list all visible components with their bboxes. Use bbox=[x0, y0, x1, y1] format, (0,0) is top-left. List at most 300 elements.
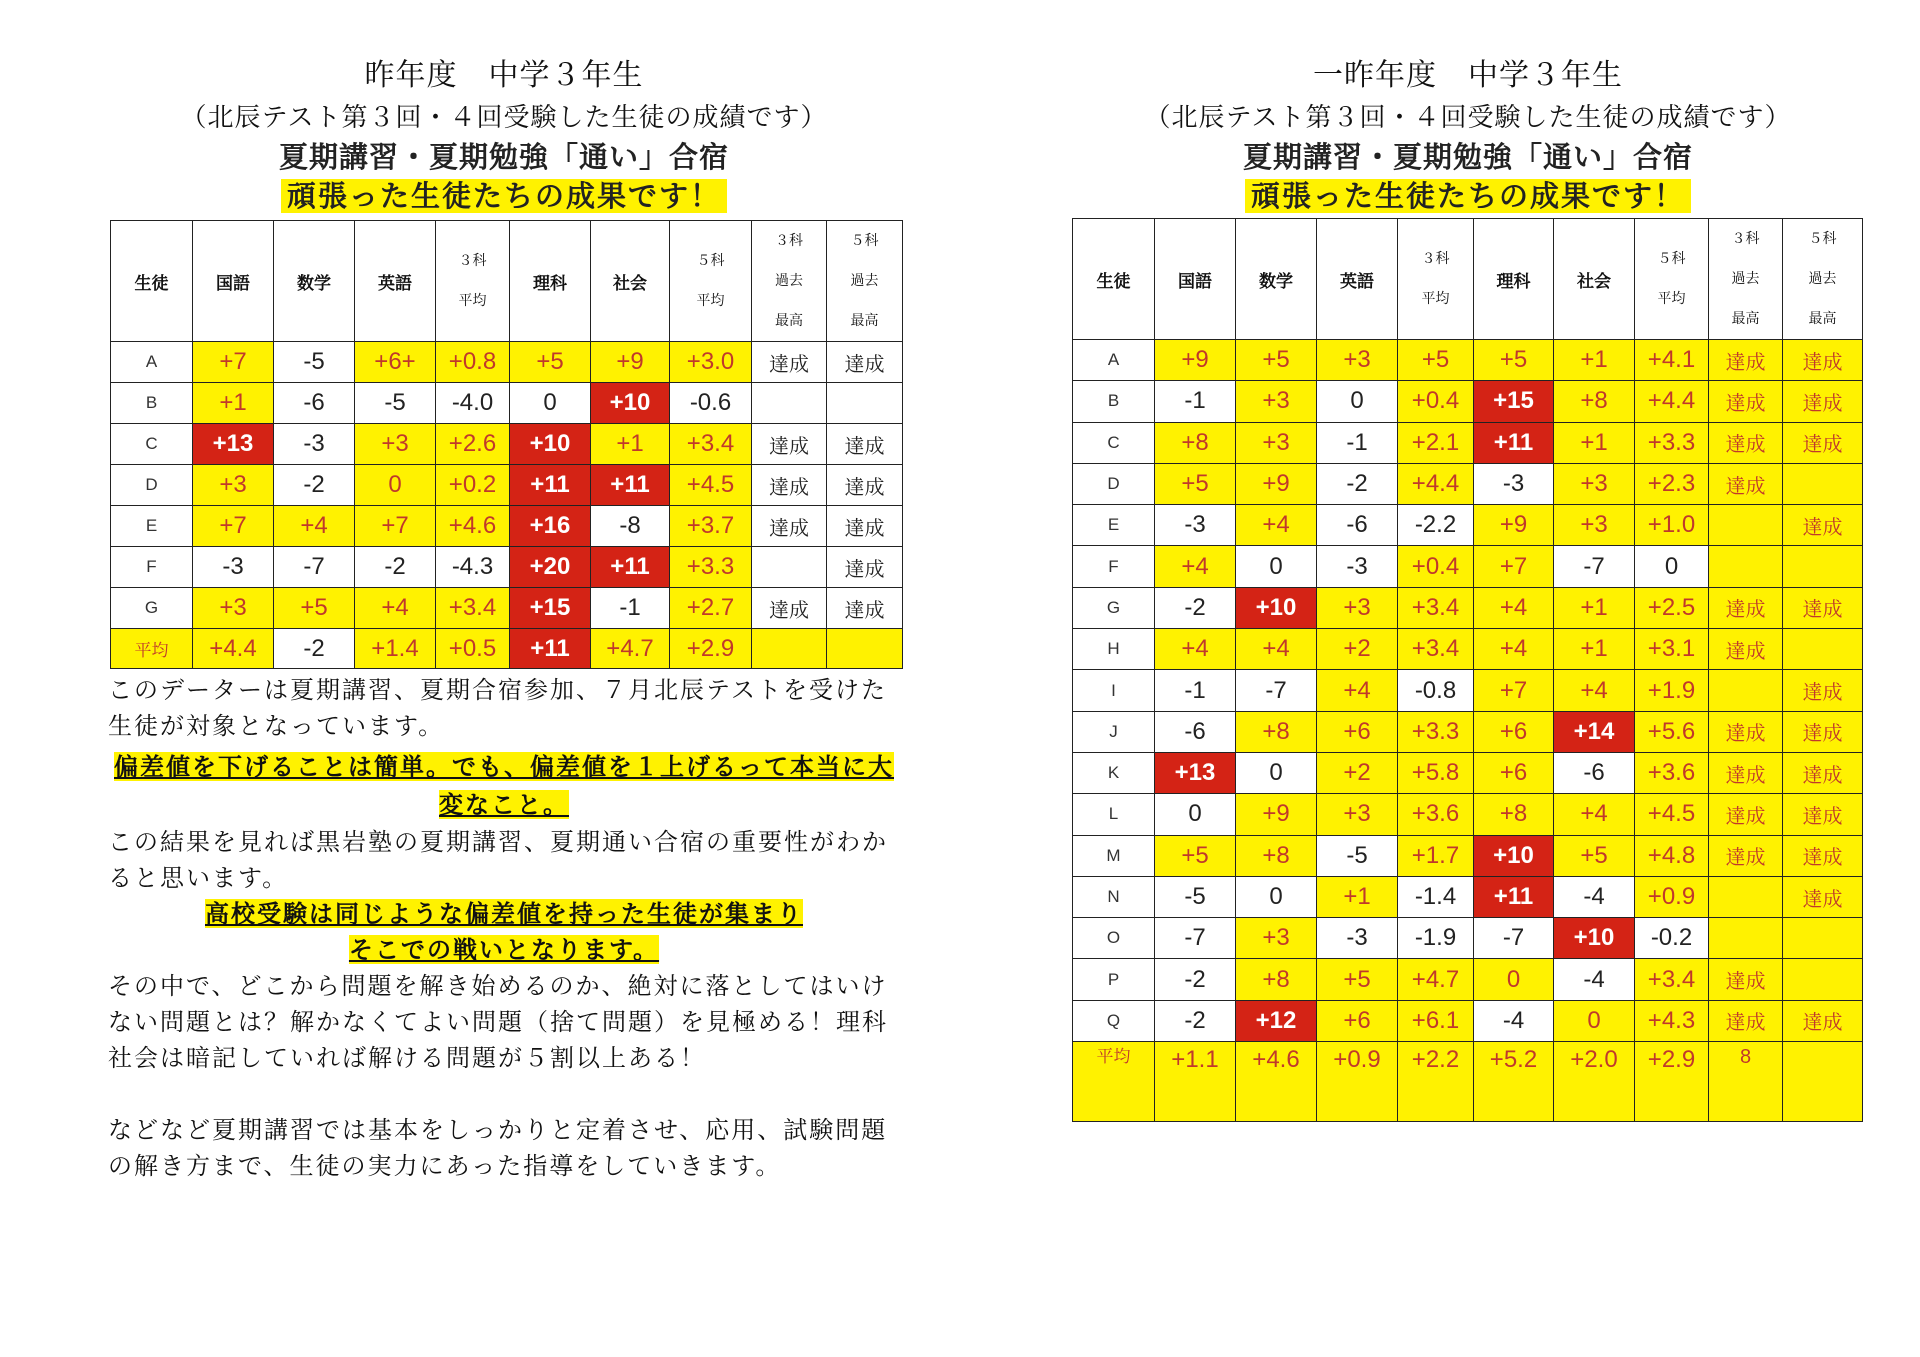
left-cell: +4 bbox=[355, 588, 436, 629]
left-cell: -6 bbox=[274, 383, 355, 424]
right-cell: +3 bbox=[1236, 381, 1317, 422]
left-cell: +5 bbox=[274, 588, 355, 629]
left-cell: -5 bbox=[355, 383, 436, 424]
right-cell: +2 bbox=[1317, 752, 1398, 793]
right-cell: +5 bbox=[1474, 340, 1554, 381]
left-cell: +11 bbox=[510, 629, 591, 669]
left-cell: +20 bbox=[510, 547, 591, 588]
left-cell: 達成 bbox=[752, 588, 827, 629]
right-cell: +9 bbox=[1236, 463, 1317, 504]
left-cell bbox=[752, 629, 827, 669]
right-cell: +0.4 bbox=[1398, 381, 1474, 422]
right-cell: +6.1 bbox=[1398, 1000, 1474, 1041]
right-cell: +3.4 bbox=[1398, 629, 1474, 670]
right-cell: -1 bbox=[1155, 670, 1236, 711]
right-header-9: ５科 過去 最高 bbox=[1783, 219, 1863, 340]
right-cell: +1.1 bbox=[1155, 1042, 1236, 1122]
right-table-row bbox=[1073, 876, 1863, 917]
left-header-4: ３科 平均 bbox=[436, 221, 510, 342]
right-row-label: D bbox=[1073, 463, 1155, 504]
left-table-row bbox=[111, 342, 903, 383]
right-cell: +6 bbox=[1317, 711, 1398, 752]
right-cell bbox=[1709, 505, 1783, 546]
left-cell: +10 bbox=[591, 383, 670, 424]
right-row-label: E bbox=[1073, 505, 1155, 546]
right-table-row bbox=[1073, 340, 1863, 381]
right-cell: +3 bbox=[1554, 463, 1635, 504]
left-cell: +1 bbox=[591, 424, 670, 465]
right-table-row bbox=[1073, 959, 1863, 1000]
right-cell: 達成 bbox=[1709, 711, 1783, 752]
right-header-1: 国語 bbox=[1155, 219, 1236, 340]
right-cell: 達成 bbox=[1783, 422, 1863, 463]
right-cell: +4 bbox=[1236, 629, 1317, 670]
right-table-row bbox=[1073, 381, 1863, 422]
right-cell: +1 bbox=[1554, 340, 1635, 381]
right-cell: +4 bbox=[1474, 629, 1554, 670]
left-cell: +13 bbox=[193, 424, 274, 465]
right-cell: 達成 bbox=[1709, 463, 1783, 504]
right-cell: +5 bbox=[1155, 463, 1236, 504]
left-cell: +0.5 bbox=[436, 629, 510, 669]
right-cell: +3 bbox=[1317, 340, 1398, 381]
left-cell: +5 bbox=[510, 342, 591, 383]
right-cell: 達成 bbox=[1783, 587, 1863, 628]
right-table-row bbox=[1073, 794, 1863, 835]
right-cell: 達成 bbox=[1783, 794, 1863, 835]
left-cell: -7 bbox=[274, 547, 355, 588]
right-cell: +2.3 bbox=[1635, 463, 1709, 504]
right-cell: +8 bbox=[1236, 959, 1317, 1000]
right-cell: +4.5 bbox=[1635, 794, 1709, 835]
right-cell: +1.9 bbox=[1635, 670, 1709, 711]
right-cell: 達成 bbox=[1709, 959, 1783, 1000]
right-cell bbox=[1783, 959, 1863, 1000]
right-cell: 0 bbox=[1236, 752, 1317, 793]
right-cell: +4 bbox=[1554, 794, 1635, 835]
left-cell: +3 bbox=[193, 465, 274, 506]
right-header-8: ３科 過去 最高 bbox=[1709, 219, 1783, 340]
left-header-6: 社会 bbox=[591, 221, 670, 342]
right-cell: +2.2 bbox=[1398, 1042, 1474, 1122]
right-header-7: ５科 平均 bbox=[1635, 219, 1709, 340]
right-cell: 達成 bbox=[1709, 340, 1783, 381]
right-cell: 0 bbox=[1554, 1000, 1635, 1041]
left-cell: +3 bbox=[355, 424, 436, 465]
right-cell: +5 bbox=[1398, 340, 1474, 381]
left-cell: +4 bbox=[274, 506, 355, 547]
right-cell: -6 bbox=[1317, 505, 1398, 546]
left-cell: 0 bbox=[355, 465, 436, 506]
right-cell: +5.8 bbox=[1398, 752, 1474, 793]
left-cell: +6+ bbox=[355, 342, 436, 383]
left-cell: +1 bbox=[193, 383, 274, 424]
right-cell: 達成 bbox=[1783, 711, 1863, 752]
right-cell: -4 bbox=[1554, 876, 1635, 917]
left-results-table bbox=[110, 220, 903, 669]
left-cell: +2.9 bbox=[670, 629, 752, 669]
right-cell: +4 bbox=[1155, 546, 1236, 587]
right-table-row bbox=[1073, 918, 1863, 959]
left-paragraph-4a: 高校受験は同じような偏差値を持った生徒が集まり bbox=[205, 899, 803, 928]
left-paragraph-2: 偏差値を下げることは簡単。でも、偏差値を１上げるって本当に大変なこと。 bbox=[114, 752, 894, 819]
left-cell: +3.4 bbox=[670, 424, 752, 465]
right-cell bbox=[1783, 546, 1863, 587]
right-cell: 0 bbox=[1635, 546, 1709, 587]
right-header-4: ３科 平均 bbox=[1398, 219, 1474, 340]
left-cell: -2 bbox=[274, 629, 355, 669]
right-table-row bbox=[1073, 1042, 1863, 1122]
left-cell: 達成 bbox=[827, 342, 903, 383]
left-cell: 達成 bbox=[827, 465, 903, 506]
left-cell: +7 bbox=[193, 342, 274, 383]
right-row-label: J bbox=[1073, 711, 1155, 752]
right-header-6: 社会 bbox=[1554, 219, 1635, 340]
right-cell: +10 bbox=[1236, 587, 1317, 628]
right-cell: 達成 bbox=[1709, 587, 1783, 628]
right-cell: +1.0 bbox=[1635, 505, 1709, 546]
left-headline: 夏期講習・夏期勉強「通い」合宿 bbox=[278, 140, 729, 174]
right-cell: 達成 bbox=[1783, 752, 1863, 793]
right-row-label: O bbox=[1073, 918, 1155, 959]
left-table-row bbox=[111, 465, 903, 506]
right-cell: -1.4 bbox=[1398, 876, 1474, 917]
right-cell: +4.8 bbox=[1635, 835, 1709, 876]
left-row-label: A bbox=[111, 342, 193, 383]
right-cell: +3 bbox=[1554, 505, 1635, 546]
right-cell bbox=[1709, 546, 1783, 587]
left-cell: +3.7 bbox=[670, 506, 752, 547]
right-cell: -4 bbox=[1474, 1000, 1554, 1041]
left-header-1: 国語 bbox=[193, 221, 274, 342]
right-cell: 達成 bbox=[1783, 835, 1863, 876]
right-cell: +3.4 bbox=[1398, 587, 1474, 628]
left-cell: +3.0 bbox=[670, 342, 752, 383]
right-table-row bbox=[1073, 711, 1863, 752]
left-cell: +1.4 bbox=[355, 629, 436, 669]
right-cell: +4 bbox=[1155, 629, 1236, 670]
right-cell: 達成 bbox=[1709, 381, 1783, 422]
right-cell: +3.3 bbox=[1398, 711, 1474, 752]
left-table-row bbox=[111, 506, 903, 547]
right-cell: +7 bbox=[1474, 670, 1554, 711]
left-cell: 達成 bbox=[752, 506, 827, 547]
right-cell: 達成 bbox=[1709, 835, 1783, 876]
left-row-label: E bbox=[111, 506, 193, 547]
right-cell: +2.5 bbox=[1635, 587, 1709, 628]
right-row-label: A bbox=[1073, 340, 1155, 381]
right-cell: +4.4 bbox=[1635, 381, 1709, 422]
left-cell: -5 bbox=[274, 342, 355, 383]
left-row-label: F bbox=[111, 547, 193, 588]
right-row-label: B bbox=[1073, 381, 1155, 422]
right-table-row bbox=[1073, 463, 1863, 504]
right-cell: +8 bbox=[1155, 422, 1236, 463]
right-cell: +1 bbox=[1317, 876, 1398, 917]
left-paragraph-6: などなど夏期講習では基本をしっかりと定着させ、応用、試験問題の解き方まで、生徒の実力にあった指導をしていきます。 bbox=[108, 1116, 888, 1180]
right-cell: +4.1 bbox=[1635, 340, 1709, 381]
right-row-label: Q bbox=[1073, 1000, 1155, 1041]
left-cell: +15 bbox=[510, 588, 591, 629]
left-cell: -2 bbox=[274, 465, 355, 506]
right-cell: +5 bbox=[1554, 835, 1635, 876]
left-cell: -0.6 bbox=[670, 383, 752, 424]
right-cell: +11 bbox=[1474, 422, 1554, 463]
left-cell: 達成 bbox=[827, 588, 903, 629]
right-cell: -1 bbox=[1155, 381, 1236, 422]
left-cell: +4.6 bbox=[436, 506, 510, 547]
right-cell: -7 bbox=[1554, 546, 1635, 587]
left-row-label: B bbox=[111, 383, 193, 424]
right-cell: +6 bbox=[1474, 711, 1554, 752]
right-cell: 達成 bbox=[1709, 422, 1783, 463]
right-cell: -2 bbox=[1155, 587, 1236, 628]
right-cell: +1 bbox=[1554, 629, 1635, 670]
right-table-row bbox=[1073, 752, 1863, 793]
left-cell: -4.0 bbox=[436, 383, 510, 424]
right-cell: +2.0 bbox=[1554, 1042, 1635, 1122]
right-cell: +4 bbox=[1236, 505, 1317, 546]
right-table-row bbox=[1073, 505, 1863, 546]
right-cell bbox=[1783, 1042, 1863, 1122]
right-cell: +3 bbox=[1317, 587, 1398, 628]
right-cell: +1 bbox=[1554, 587, 1635, 628]
right-cell: +9 bbox=[1474, 505, 1554, 546]
left-headline-2: 頑張った生徒たちの成果です！ bbox=[108, 176, 900, 216]
left-cell: +16 bbox=[510, 506, 591, 547]
right-cell: +2 bbox=[1317, 629, 1398, 670]
right-row-label: F bbox=[1073, 546, 1155, 587]
left-row-label: D bbox=[111, 465, 193, 506]
right-cell: +5 bbox=[1236, 340, 1317, 381]
right-cell: 達成 bbox=[1709, 794, 1783, 835]
right-cell: +3 bbox=[1317, 794, 1398, 835]
right-cell: -2 bbox=[1155, 1000, 1236, 1041]
left-paragraph-3: この結果を見れば黒岩塾の夏期講習、夏期通い合宿の重要性がわかると思います。 bbox=[108, 828, 888, 892]
right-cell: 達成 bbox=[1783, 670, 1863, 711]
right-cell: -7 bbox=[1236, 670, 1317, 711]
left-table-row bbox=[111, 629, 903, 669]
right-cell: 達成 bbox=[1783, 505, 1863, 546]
left-cell: 達成 bbox=[827, 547, 903, 588]
right-cell: +3.6 bbox=[1398, 794, 1474, 835]
right-cell: +3.4 bbox=[1635, 959, 1709, 1000]
left-header-7: ５科 平均 bbox=[670, 221, 752, 342]
right-cell: +11 bbox=[1474, 876, 1554, 917]
right-cell: +4 bbox=[1317, 670, 1398, 711]
right-cell: -5 bbox=[1317, 835, 1398, 876]
left-cell: +0.2 bbox=[436, 465, 510, 506]
left-table-row bbox=[111, 588, 903, 629]
right-cell: -0.8 bbox=[1398, 670, 1474, 711]
right-headline: 夏期講習・夏期勉強「通い」合宿 bbox=[1242, 140, 1693, 174]
right-cell: +9 bbox=[1155, 340, 1236, 381]
right-cell: 0 bbox=[1236, 876, 1317, 917]
right-cell: 0 bbox=[1236, 546, 1317, 587]
left-cell: +7 bbox=[193, 506, 274, 547]
left-cell: +10 bbox=[510, 424, 591, 465]
right-cell: +4 bbox=[1474, 587, 1554, 628]
right-cell: +3.1 bbox=[1635, 629, 1709, 670]
left-table-row bbox=[111, 383, 903, 424]
right-cell: -3 bbox=[1474, 463, 1554, 504]
right-cell: -0.2 bbox=[1635, 918, 1709, 959]
right-cell: +3.3 bbox=[1635, 422, 1709, 463]
right-cell: 達成 bbox=[1783, 876, 1863, 917]
right-cell: +3.6 bbox=[1635, 752, 1709, 793]
right-cell: +4.7 bbox=[1398, 959, 1474, 1000]
right-cell bbox=[1709, 918, 1783, 959]
left-header-3: 英語 bbox=[355, 221, 436, 342]
right-row-label: N bbox=[1073, 876, 1155, 917]
right-cell: +5 bbox=[1317, 959, 1398, 1000]
right-table-row bbox=[1073, 587, 1863, 628]
left-header-8: ３科 過去 最高 bbox=[752, 221, 827, 342]
right-row-label: L bbox=[1073, 794, 1155, 835]
left-header-5: 理科 bbox=[510, 221, 591, 342]
right-cell: -3 bbox=[1155, 505, 1236, 546]
right-cell: +15 bbox=[1474, 381, 1554, 422]
right-results-table bbox=[1072, 218, 1863, 1122]
right-cell bbox=[1783, 629, 1863, 670]
left-cell: +11 bbox=[510, 465, 591, 506]
left-header-2: 数学 bbox=[274, 221, 355, 342]
right-table-row bbox=[1073, 670, 1863, 711]
left-row-label: 平均 bbox=[111, 629, 193, 669]
left-cell: +2.7 bbox=[670, 588, 752, 629]
right-cell: +0.9 bbox=[1635, 876, 1709, 917]
right-cell: 達成 bbox=[1709, 629, 1783, 670]
right-cell: +0.4 bbox=[1398, 546, 1474, 587]
left-cell: -3 bbox=[193, 547, 274, 588]
right-cell: +0.9 bbox=[1317, 1042, 1398, 1122]
left-cell: -3 bbox=[274, 424, 355, 465]
left-cell: 達成 bbox=[752, 342, 827, 383]
right-cell: 達成 bbox=[1783, 1000, 1863, 1041]
right-cell: +4.4 bbox=[1398, 463, 1474, 504]
right-cell: -7 bbox=[1155, 918, 1236, 959]
left-cell: +11 bbox=[591, 547, 670, 588]
right-cell: -4 bbox=[1554, 959, 1635, 1000]
left-cell: +3.3 bbox=[670, 547, 752, 588]
right-headline-2: 頑張った生徒たちの成果です！ bbox=[1072, 176, 1864, 216]
right-header-3: 英語 bbox=[1317, 219, 1398, 340]
left-cell: 0 bbox=[510, 383, 591, 424]
right-cell: -3 bbox=[1317, 918, 1398, 959]
right-table-row bbox=[1073, 546, 1863, 587]
right-cell: +8 bbox=[1474, 794, 1554, 835]
left-cell: +4.5 bbox=[670, 465, 752, 506]
left-cell: -8 bbox=[591, 506, 670, 547]
right-cell: +8 bbox=[1236, 835, 1317, 876]
right-header-5: 理科 bbox=[1474, 219, 1554, 340]
right-cell: -1.9 bbox=[1398, 918, 1474, 959]
left-table-row bbox=[111, 424, 903, 465]
right-cell: +1 bbox=[1554, 422, 1635, 463]
right-cell: 0 bbox=[1317, 381, 1398, 422]
right-table-row bbox=[1073, 1000, 1863, 1041]
right-cell: -7 bbox=[1474, 918, 1554, 959]
left-row-label: C bbox=[111, 424, 193, 465]
left-paragraph-5: その中で、どこから問題を解き始めるのか、絶対に落としてはいけない問題とは？解かなくてよい問題（捨て問題）を見極める！理科社会は暗記していれば解ける問題が５割以上ある！ bbox=[108, 972, 888, 1072]
left-cell: +4.4 bbox=[193, 629, 274, 669]
right-cell: 達成 bbox=[1709, 752, 1783, 793]
right-cell bbox=[1709, 876, 1783, 917]
right-cell: +12 bbox=[1236, 1000, 1317, 1041]
right-row-label: C bbox=[1073, 422, 1155, 463]
left-cell: +2.6 bbox=[436, 424, 510, 465]
right-cell: +3 bbox=[1236, 422, 1317, 463]
left-table-row bbox=[111, 547, 903, 588]
right-cell: -6 bbox=[1554, 752, 1635, 793]
right-header-2: 数学 bbox=[1236, 219, 1317, 340]
left-cell: +4.7 bbox=[591, 629, 670, 669]
left-cell bbox=[827, 383, 903, 424]
right-row-label: G bbox=[1073, 587, 1155, 628]
right-title: 一昨年度 中学３年生 bbox=[1313, 58, 1623, 93]
right-cell: 8 bbox=[1709, 1042, 1783, 1122]
right-cell: +3 bbox=[1236, 918, 1317, 959]
right-cell: +6 bbox=[1474, 752, 1554, 793]
right-header-0: 生徒 bbox=[1073, 219, 1155, 340]
left-cell: 達成 bbox=[827, 424, 903, 465]
left-paragraph-1: このデーターは夏期講習、夏期合宿参加、７月北辰テストを受けた生徒が対象となっています。 bbox=[108, 676, 888, 740]
right-cell: +1.7 bbox=[1398, 835, 1474, 876]
left-cell: +11 bbox=[591, 465, 670, 506]
right-cell: +4 bbox=[1554, 670, 1635, 711]
right-row-label: K bbox=[1073, 752, 1155, 793]
left-cell: +9 bbox=[591, 342, 670, 383]
left-cell: +3 bbox=[193, 588, 274, 629]
left-header-9: ５科 過去 最高 bbox=[827, 221, 903, 342]
right-cell: +9 bbox=[1236, 794, 1317, 835]
left-cell: 達成 bbox=[752, 424, 827, 465]
left-cell: -2 bbox=[355, 547, 436, 588]
right-row-label: H bbox=[1073, 629, 1155, 670]
right-cell: +7 bbox=[1474, 546, 1554, 587]
right-cell bbox=[1709, 670, 1783, 711]
left-row-label: G bbox=[111, 588, 193, 629]
left-cell: -1 bbox=[591, 588, 670, 629]
left-title: 昨年度 中学３年生 bbox=[364, 58, 644, 93]
left-cell: +0.8 bbox=[436, 342, 510, 383]
right-cell: -2.2 bbox=[1398, 505, 1474, 546]
right-row-label: P bbox=[1073, 959, 1155, 1000]
left-cell bbox=[752, 547, 827, 588]
left-cell: +7 bbox=[355, 506, 436, 547]
right-cell: -2 bbox=[1155, 959, 1236, 1000]
right-cell: +10 bbox=[1554, 918, 1635, 959]
right-cell: 達成 bbox=[1783, 381, 1863, 422]
left-cell: 達成 bbox=[827, 506, 903, 547]
right-cell: +4.3 bbox=[1635, 1000, 1709, 1041]
right-cell: +2.1 bbox=[1398, 422, 1474, 463]
right-cell: +4.6 bbox=[1236, 1042, 1317, 1122]
left-paragraph-4b: そこでの戦いとなります。 bbox=[348, 935, 660, 964]
right-cell: 達成 bbox=[1783, 340, 1863, 381]
left-cell: -4.3 bbox=[436, 547, 510, 588]
left-subtitle: （北辰テスト第３回・４回受験した生徒の成績です） bbox=[180, 103, 828, 133]
right-row-label: 平均 bbox=[1073, 1042, 1155, 1122]
right-cell: +5 bbox=[1155, 835, 1236, 876]
right-cell: +14 bbox=[1554, 711, 1635, 752]
right-cell: 0 bbox=[1474, 959, 1554, 1000]
right-table-row bbox=[1073, 422, 1863, 463]
right-cell: 0 bbox=[1155, 794, 1236, 835]
right-cell: +10 bbox=[1474, 835, 1554, 876]
right-row-label: M bbox=[1073, 835, 1155, 876]
right-cell: -1 bbox=[1317, 422, 1398, 463]
